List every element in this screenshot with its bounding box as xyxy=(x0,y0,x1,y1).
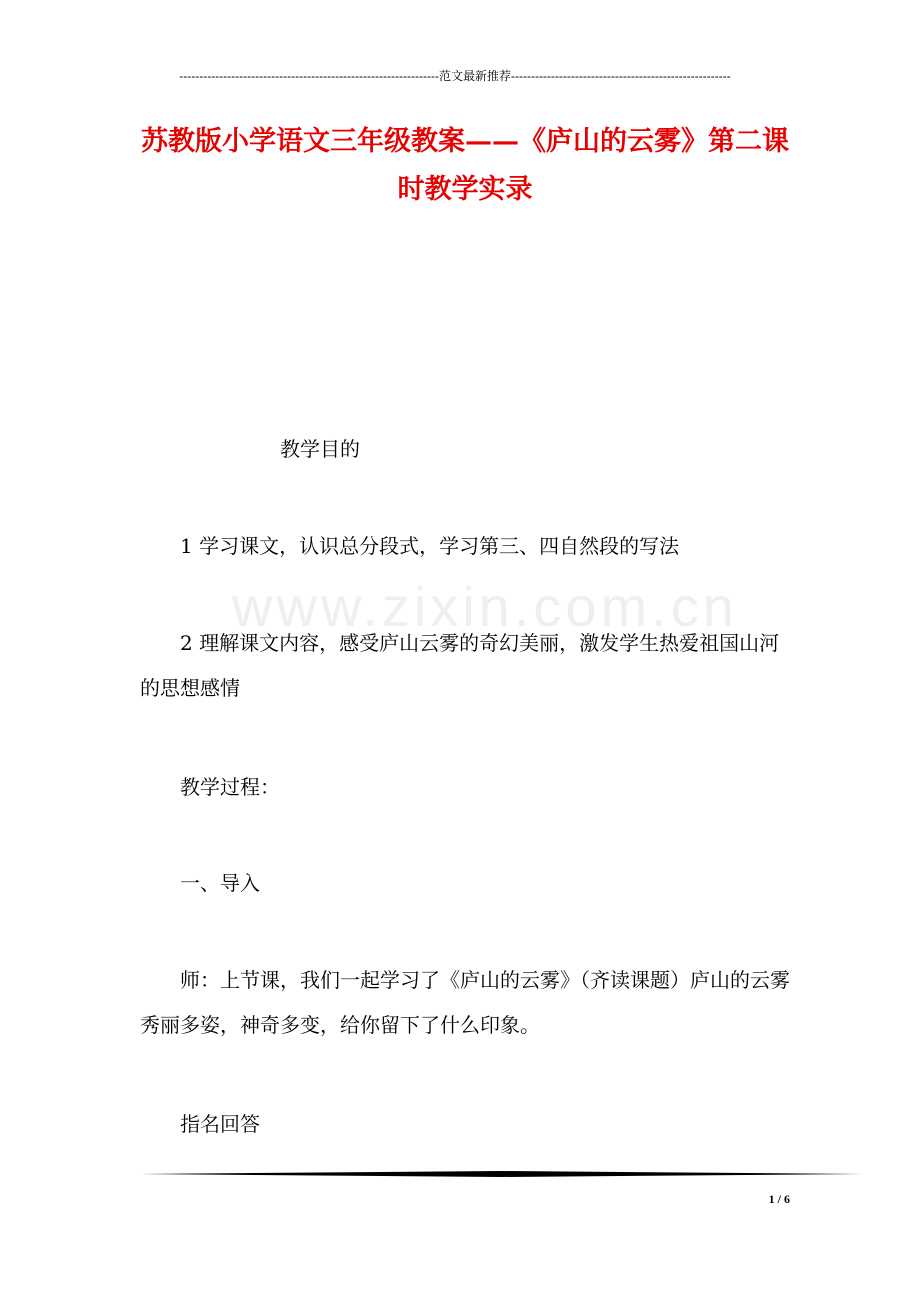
paragraph-answer: 指名回答 xyxy=(180,1112,260,1136)
page-number: 1 / 6 xyxy=(768,1192,790,1206)
section-heading-process: 教学过程： xyxy=(180,775,280,799)
footer-rule xyxy=(140,1171,862,1177)
paragraph-teacher: 师：上节课，我们一起学习了《庐山的云雾》（齐读课题）庐山的云雾秀丽多姿，神奇多变，给你留下了什么印象。 xyxy=(140,968,790,1037)
watermark: www.zixin.com.cn xyxy=(232,575,738,638)
paragraph-objective-1: 1 学习课文，认识总分段式，学习第三、四自然段的写法 xyxy=(180,534,680,558)
paragraph-objective-2: 2 理解课文内容，感受庐山云雾的奇幻美丽，激发学生热爱祖国山河的思想感情 xyxy=(140,631,780,700)
section-heading-intro: 一、导入 xyxy=(180,871,260,895)
section-heading-objectives: 教学目的 xyxy=(280,437,360,461)
document-title: 苏教版小学语文三年级教案——《庐山的云雾》第二课时教学实录 xyxy=(141,126,789,205)
header-banner: -----------------------------------------------------------------范文最新推荐------------------------------------------------------- xyxy=(179,69,731,83)
